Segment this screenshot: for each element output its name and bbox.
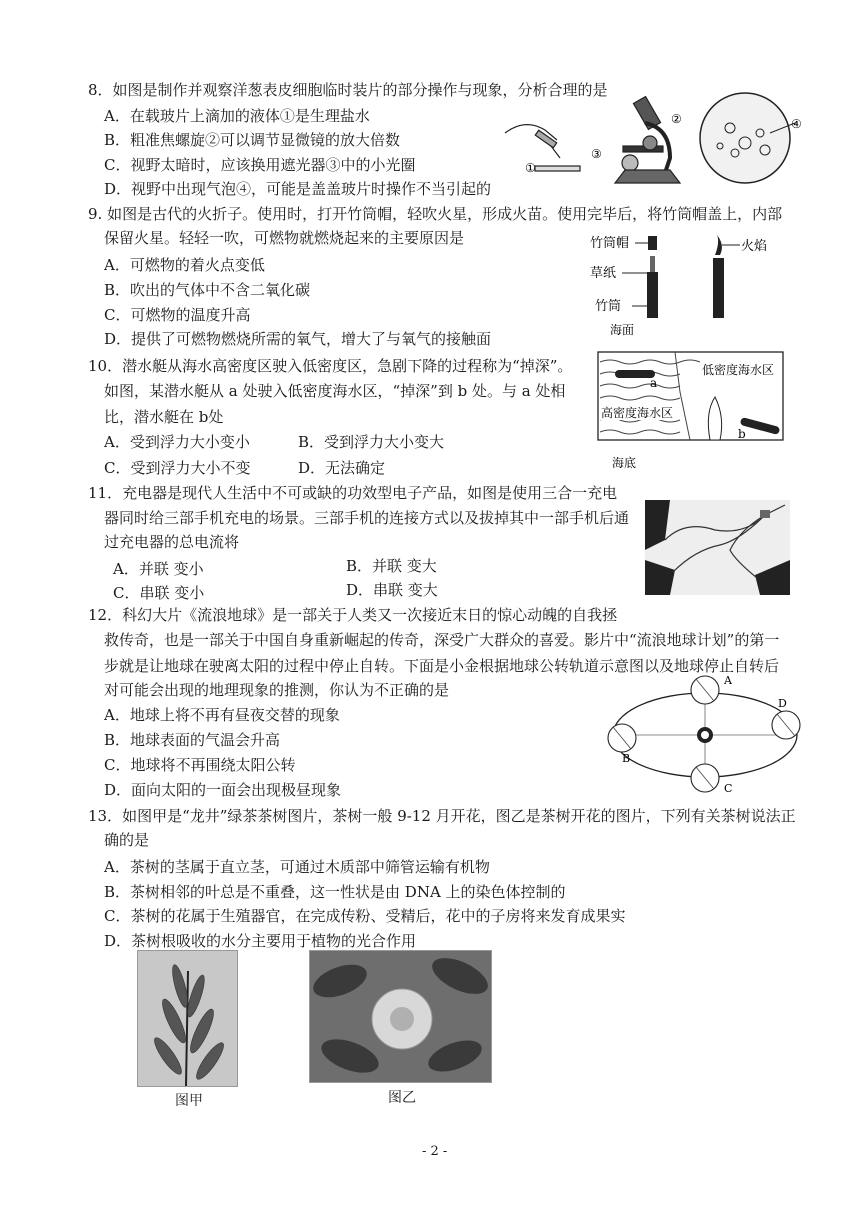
paper-roll [650,256,655,272]
label-d: D [778,697,787,710]
q9-stem-2: 保留火星。轻轻一吹，可燃物就燃烧起来的主要原因是 [104,229,465,247]
q10-option-c: C．受到浮力大小不变 [104,459,251,477]
q8-figure [495,88,840,198]
label-2: ② [671,112,682,126]
q12-option-d: D．面向太阳的一面会出现极昼现象 [104,781,342,799]
sea-waves [600,352,700,440]
q8-option-d: D．视野中出现气泡④，可能是盖盖玻片时操作不当引起的 [104,180,492,198]
q12-figure [600,670,810,800]
label-surface: 海面 [610,323,635,337]
label-bottom: 海底 [612,456,637,470]
flame-icon [715,235,722,255]
q9-figure [580,230,790,320]
q13-stem-2: 确的是 [104,831,150,849]
q10-figure [590,322,790,472]
q12-option-c: C．地球将不再围绕太阳公转 [104,756,296,774]
bamboo-cap [648,236,657,250]
q11-option-a: A．并联 变小 [113,560,204,578]
q13-stem-1: 13．如图甲是“龙井”绿茶茶树图片，茶树一般 9-12 月开花，图乙是茶树开花的图片，下列有关茶树说法正 [88,807,796,825]
q11-figure [645,500,790,595]
q12-option-b: B．地球表面的气温会升高 [104,731,281,749]
q9-option-d: D．提供了可燃物燃烧所需的氧气，增大了与氧气的接触面 [104,330,492,348]
q10-stem-2: 如图，某潜水艇从 a 处驶入低密度海水区，“掉深”到 b 处。与 a 处相 [104,382,566,400]
q12-stem-3: 步就是让地球在驶离太阳的过程中停止自转。下面是小金根据地球公转轨道示意图以及地球停止自转后 [104,657,780,675]
label-3: ③ [591,147,602,161]
label-c: C [724,782,733,795]
photo-tea-flower [309,950,492,1083]
q10-stem-1: 10．潜水艇从海水高密度区驶入低密度区，急剧下降的过程称为“掉深”。 [88,357,573,375]
q10-option-d: D．无法确定 [298,459,386,477]
label-cap: 竹筒帽 [590,236,630,251]
charger-head [760,510,770,518]
submarine-a [615,370,655,378]
q8-option-c: C．视野太暗时，应该换用遮光器③中的小光圈 [104,156,416,174]
caption-fig-jia: 图甲 [175,1093,203,1109]
label-tube: 竹筒 [595,299,622,314]
label-flame: 火焰 [741,239,768,254]
q12-stem-2: 救传奇，也是一部关于中国自身重新崛起的传奇，深受广大群众的喜爱。影片中“流浪地球计划”的第一 [104,631,780,649]
q10-option-a: A．受到浮力大小变小 [104,433,250,451]
q9-option-c: C．可燃物的温度升高 [104,306,251,324]
q9-stem-1: 9. 如图是古代的火折子。使用时，打开竹筒帽，轻吹火星，形成火苗。使用完毕后，将竹筒帽盖上，内部 [88,205,783,223]
q9-option-a: A．可燃物的着火点变低 [104,256,265,274]
q12-stem-4: 对可能会出现的地理现象的推测，你认为不正确的是 [104,681,450,699]
seabed-rock [708,397,721,440]
q11-option-d: D．串联 变大 [346,581,438,599]
q10-stem-3: 比，潜水艇在 b处 [104,408,224,426]
q10-option-b: B．受到浮力大小变大 [298,433,445,451]
q8-stem: 8．如图是制作并观察洋葱表皮细胞临时装片的部分操作与现象，分析合理的是 [88,81,608,99]
label-a: A [724,674,732,687]
q13-option-c: C．茶树的花属于生殖器官，在完成传粉、受精后，花中的子房将来发育成果实 [104,907,626,925]
label-a: a [650,376,658,390]
photo-tea-plant [137,950,238,1087]
q8-option-b: B．粗准焦螺旋②可以调节显微镜的放大倍数 [104,131,401,149]
label-b: B [622,752,631,765]
label-4: ④ [791,117,802,131]
q11-option-c: C．串联 变小 [113,584,205,602]
q9-option-b: B．吹出的气体中不含二氧化碳 [104,281,311,299]
bamboo-tube-open [713,258,724,318]
label-low-density: 低密度海水区 [702,363,775,377]
dropper-illustration [505,125,580,171]
field-of-view-illustration [700,93,795,183]
q12-option-a: A．地球上将不再有昼夜交替的现象 [104,706,340,724]
microscope-illustration [615,97,680,183]
q11-option-b: B．并联 变大 [346,557,437,575]
q11-stem-1: 11．充电器是现代人生活中不可或缺的功效型电子产品，如图是使用三合一充电 [88,484,618,502]
page-number: - 2 - [422,1144,448,1159]
label-high-density: 高密度海水区 [601,406,674,420]
caption-fig-yi: 图乙 [388,1090,416,1106]
q13-option-a: A．茶树的茎属于直立茎，可通过木质部中筛管运输有机物 [104,858,490,876]
q11-stem-3: 过充电器的总电流将 [104,533,240,551]
q13-option-b: B．茶树相邻的叶总是不重叠，这一性状是由 DNA 上的染色体控制的 [104,883,566,901]
label-b: b [738,427,746,441]
label-paper: 草纸 [590,266,617,281]
q13-option-d: D．茶树根吸收的水分主要用于植物的光合作用 [104,932,417,950]
bamboo-tube [647,272,658,318]
q12-stem-1: 12．科幻大片《流浪地球》是一部关于人类又一次接近末日的惊心动魄的自我拯 [88,606,618,624]
label-1: ① [525,161,536,175]
submarine-b [740,417,781,435]
q8-option-a: A．在载玻片上滴加的液体①是生理盐水 [104,107,370,125]
q11-stem-2: 器同时给三部手机充电的场景。三部手机的连接方式以及拔掉其中一部手机后通 [104,509,630,527]
